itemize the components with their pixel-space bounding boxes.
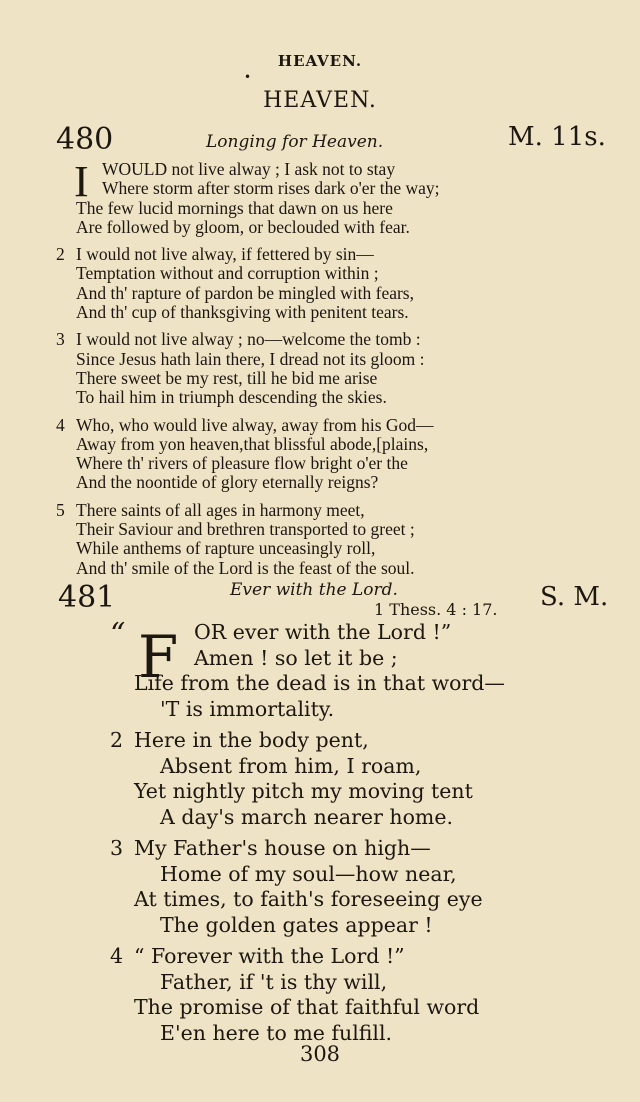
- hymn-line: While anthems of rapture unceasingly roll,: [76, 538, 376, 559]
- hymn-line: There sweet be my rest, till he bid me arise: [76, 367, 378, 388]
- page-number: 308: [299, 1042, 341, 1066]
- hymn-line: Life from the dead is in that word—: [134, 671, 505, 695]
- hymn-line: OR ever with the Lord !”: [194, 620, 452, 644]
- hymn-line: There saints of all ages in harmony meet,: [76, 499, 365, 520]
- hymn-line: Who, who would live alway, away from his God—: [76, 414, 434, 435]
- open-quote: “: [110, 617, 126, 652]
- hymn-481-number: 481: [58, 580, 116, 615]
- drop-cap: F: [138, 623, 179, 691]
- hymn-line: Their Saviour and brethren transported to greet ;: [76, 519, 415, 540]
- drop-cap: I: [74, 157, 89, 206]
- hymn-line: The few lucid mornings that dawn on us here: [76, 197, 393, 218]
- hymn-line: Temptation without and corruption within ;: [76, 263, 379, 284]
- hymn-line: Here in the body pent,: [134, 728, 369, 752]
- hymn-line: Amen ! so let it be ;: [194, 645, 398, 670]
- hymn-line: And th' smile of the Lord is the feast of the soul.: [76, 557, 415, 578]
- stanza-number: 3: [56, 329, 65, 350]
- hymn-line: WOULD not live alway ; I ask not to stay: [102, 159, 396, 179]
- hymn-line: E'en here to me fulfill.: [160, 1020, 393, 1045]
- hymn-line: Are followed by gloom, or beclouded with fear.: [76, 216, 410, 237]
- hymn-line: Where storm after storm rises dark o'er the way;: [102, 178, 440, 199]
- hymn-line: The golden gates appear !: [160, 912, 433, 937]
- stanza: [110, 836, 505, 938]
- hymn-line: The promise of that faithful word: [134, 995, 480, 1019]
- hymn-480-meter: M. 11s.: [508, 122, 606, 152]
- stanza: [56, 157, 440, 237]
- hymn-line: I would not live alway ; no—welcome the tomb :: [76, 329, 421, 350]
- hymn-line: Since Jesus hath lain there, I dread not its gloom :: [76, 348, 425, 369]
- stanza: [56, 501, 439, 578]
- hymn-line: “ Forever with the Lord !”: [134, 944, 405, 968]
- stanza: [110, 617, 505, 722]
- hymn-481-meter: S. M.: [540, 582, 609, 612]
- stanza-number: 5: [56, 499, 65, 520]
- hymn-line: Away from yon heaven,that blissful abode,[plains,: [76, 433, 429, 454]
- scripture-reference: 1 Thess. 4 : 17.: [374, 600, 498, 619]
- hymn-line: A day's march nearer home.: [160, 804, 454, 829]
- hymn-line: At times, to faith's foreseeing eye: [134, 887, 483, 911]
- hymn-line: Yet nightly pitch my moving tent: [134, 779, 473, 803]
- running-head: HEAVEN.: [277, 52, 363, 70]
- hymn-line: To hail him in triumph descending the skies.: [76, 387, 387, 408]
- hymn-481-title: Ever with the Lord.: [230, 580, 398, 600]
- hymn-line: And the noontide of glory eternally reigns?: [76, 472, 379, 493]
- stanza-number: 3: [110, 836, 124, 860]
- hymn-line: Father, if 't is thy will,: [160, 969, 388, 994]
- stanza-number: 4: [110, 944, 124, 968]
- hymn-480-number: 480: [56, 122, 114, 157]
- section-title: HEAVEN.: [263, 88, 377, 113]
- hymn-line: 'T is immortality.: [160, 696, 335, 721]
- stanza: [110, 728, 505, 830]
- stanza-number: 2: [56, 244, 65, 265]
- hymn-line: I would not live alway, if fettered by sin—: [76, 244, 374, 265]
- hymn-480-title: Longing for Heaven.: [206, 132, 384, 152]
- hymn-line: And th' cup of thanksgiving with penitent tears.: [76, 302, 409, 323]
- hymn-line: And th' rapture of pardon be mingled with fears,: [76, 282, 414, 303]
- print-mark: •: [244, 70, 252, 84]
- hymn-line: Home of my soul—how near,: [160, 861, 457, 886]
- hymn-line: My Father's house on high—: [134, 836, 431, 860]
- stanza: [56, 245, 439, 322]
- stanza: [56, 330, 439, 407]
- hymn-line: Absent from him, I roam,: [160, 753, 422, 778]
- hymn-line: Where th' rivers of pleasure flow bright o'er the: [76, 453, 408, 474]
- stanza: [110, 944, 505, 1046]
- stanza: [56, 416, 439, 493]
- stanza-number: 2: [110, 728, 124, 752]
- hymn-481-text: [110, 617, 505, 1052]
- stanza-number: 4: [56, 414, 65, 435]
- hymn-480-text: [56, 157, 440, 586]
